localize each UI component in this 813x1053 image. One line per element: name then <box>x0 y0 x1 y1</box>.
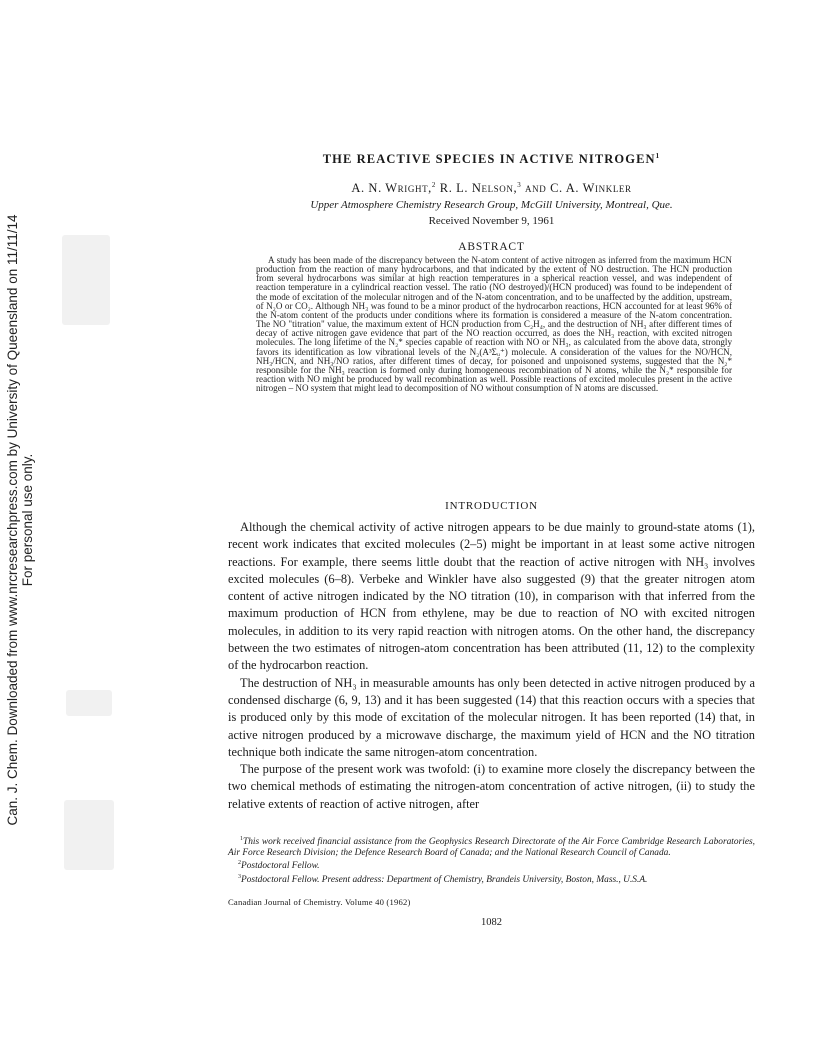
abstract-text: A study has been made of the discrepancy between the N-atom content of active nitrogen as inferred from the maximum HCN production from the reaction of many hydrocarbons, and that indicated by the extent of NO destruction. The HCN production from several hydrocarbons was similar at high reaction temperatures in a spherical reaction vessel, and was independent of reaction temperature in a cylindrical reaction vessel. The ratio (NO destroyed)/(HCN produced) was found to be independent of the mode of excitation of the molecular nitrogen and of the N-atom concentration, and to be unaffected by the addition, upstream, of N₂O or CO₂. Although NH₃ was found to be a minor product of the hydrocarbon reactions, HCN accounted for at least 96% of the N-atom content of the products under conditions where its formation is considered a measure of the N-atom concentration. The NO "titration" value, the maximum extent of HCN production from C₂H₄, and the destruction of NH₃ after different times of decay of active nitrogen gave evidence that part of the NO reaction occurred, as does the NH₃ reaction, with excited nitrogen molecules. The long lifetime of the N₂* species capable of reaction with NO or NH₃, as calculated from the above data, strongly favors its identification as low vibrational levels of the N₂(A³Σᵤ⁺) molecule. A consideration of the values for the NO/HCN, NH₃/HCN, and NH₃/NO ratios, after different times of decay, for poisoned and unpoisoned systems, suggested that the N₂* responsible for the NH₃ reaction is formed only during homogeneous recombination of N atoms, while the N₂* responsible for reaction with NO might be produced by wall recombination as well. Possible reactions of excited molecules present in the active nitrogen – NO system that might lead to decomposition of NO without consumption of N atoms are discussed. <box>256 255 732 394</box>
footnote-mark: 3 <box>238 874 241 881</box>
footnote-text: This work received financial assistance from the Geophysics Research Directorate of the Air Force Cambridge Research Laboratories, Air Force Research Division; the Defence Research Board of Canada; and the National Research Council of Canada. <box>228 837 755 858</box>
author-name: R. L. Nelson, <box>439 181 518 196</box>
page-number: 1082 <box>481 917 502 928</box>
introduction-body <box>228 519 755 813</box>
scan-smudge <box>66 690 112 716</box>
download-notice-line1: Can. J. Chem. Downloaded from www.nrcresearchpress.com by University of Queensland on 11/11/14 <box>5 214 20 826</box>
author-mark: 3 <box>517 181 522 189</box>
body-paragraph: Although the chemical activity of active nitrogen appears to be due mainly to ground-state atoms (1), recent work indicates that excited molecules (2–5) might be important in at least some active nitrogen reactions. For example, there seems little doubt that the reaction of active nitrogen with NH₃ involves excited molecules (6–8). Verbeke and Winkler have also suggested (9) that the greater nitrogen atom content of active nitrogen indicated by the NO titration (10), in comparison with that inferred from the maximum production of HCN from ethylene, may be due to reaction of NO with excited nitrogen molecules, in addition to its very rapid reaction with nitrogen atoms. On the other hand, the discrepancy between the two estimates of nitrogen-atom concentration has been attributed (11, 12) to the complexity of the hydrocarbon reaction. <box>228 520 755 673</box>
title-text: THE REACTIVE SPECIES IN ACTIVE NITROGEN <box>322 152 656 167</box>
footnote-mark: 2 <box>238 860 241 867</box>
footnote <box>228 858 755 872</box>
footnote <box>228 872 755 886</box>
download-notice-text <box>5 140 35 900</box>
paper-title <box>228 152 755 167</box>
footnote-text: Postdoctoral Fellow. Present address: Department of Chemistry, Brandeis University, Boston, Mass., U.S.A. <box>241 875 648 886</box>
download-notice-line2: For personal use only. <box>20 453 35 587</box>
author-name: A. N. Wright, <box>351 181 432 196</box>
received-date: Received November 9, 1961 <box>428 215 555 227</box>
body-paragraph: The destruction of NH₃ in measurable amounts has only been detected in active nitrogen produced by a condensed discharge (6, 9, 13) and it has been suggested (14) that this reaction occurs with a species that is produced only by this mode of excitation of the molecular nitrogen. It has been reported (14) that, in active nitrogen produced by a microwave discharge, the maximum yield of HCN and the NO titration technique both indicate the same nitrogen-atom concentration. <box>228 675 755 759</box>
abstract-heading: ABSTRACT <box>458 241 525 253</box>
scan-smudge <box>62 235 110 325</box>
footnote-mark: 1 <box>240 836 243 842</box>
author-mark: 2 <box>431 181 437 189</box>
affiliation: Upper Atmosphere Chemistry Research Group, McGill University, Montreal, Que. <box>310 199 673 211</box>
scan-smudge <box>64 800 114 870</box>
journal-citation: Canadian Journal of Chemistry. Volume 40 (1962) <box>228 897 411 907</box>
author-list <box>228 181 755 196</box>
download-notice <box>0 0 40 1053</box>
title-footnote-mark: 1 <box>655 152 661 160</box>
body-paragraph: The purpose of the present work was twofold: (i) to examine more closely the discrepancy between the two chemical methods of estimating the nitrogen-atom concentration of active nitrogen, (ii) to study the relative extents of reaction of active nitrogen, after <box>228 762 755 811</box>
footnote-text: Postdoctoral Fellow. <box>241 861 320 872</box>
abstract <box>256 256 732 393</box>
footnotes <box>228 834 755 886</box>
footnote <box>228 834 755 858</box>
author-name: and C. A. Winkler <box>525 181 632 196</box>
introduction-heading: INTRODUCTION <box>445 500 538 512</box>
